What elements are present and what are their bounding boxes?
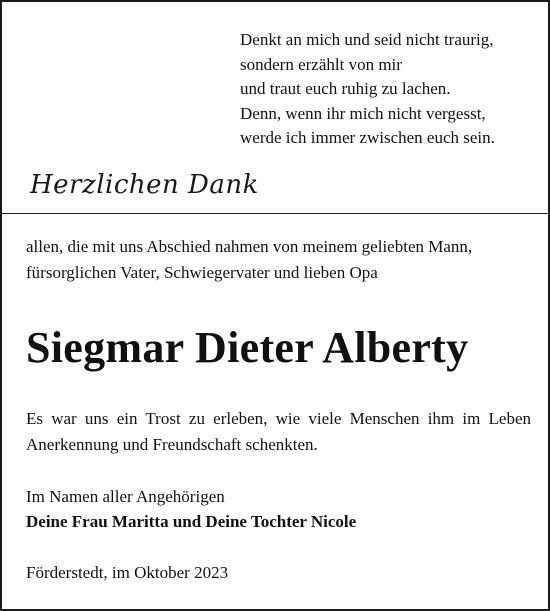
poem	[240, 28, 540, 151]
poem-line: sondern erzählt von mir	[240, 54, 402, 74]
intro-line: allen, die mit uns Abschied nahmen von meinem geliebten Mann,	[26, 237, 473, 256]
thanks-intro	[26, 234, 531, 286]
poem-line: Denn, wenn ihr mich nicht vergesst,	[240, 103, 486, 123]
thanks-heading: Herzlichen Dank	[30, 170, 259, 200]
intro-line: fürsorglichen Vater, Schwiegervater und lieben Opa	[26, 263, 378, 282]
poem-line: Denkt an mich und seid nicht traurig,	[240, 30, 494, 49]
poem-line: und traut euch ruhig zu lachen.	[240, 79, 451, 98]
poem-line: werde ich immer zwischen euch sein.	[240, 128, 495, 147]
family-signature	[26, 484, 531, 534]
family-names: Deine Frau Maritta und Deine Tochter Nicole	[26, 512, 357, 531]
trost-paragraph: Es war uns ein Trost zu erleben, wie viele Menschen ihm im Leben Anerkennung und Freundschaft schenkten.	[26, 409, 531, 454]
place-date: Förderstedt, im Oktober 2023	[26, 563, 229, 582]
deceased-name: Siegmar Dieter Alberty	[26, 323, 469, 372]
family-intro: Im Namen aller Angehörigen	[26, 487, 225, 506]
divider	[2, 213, 548, 214]
